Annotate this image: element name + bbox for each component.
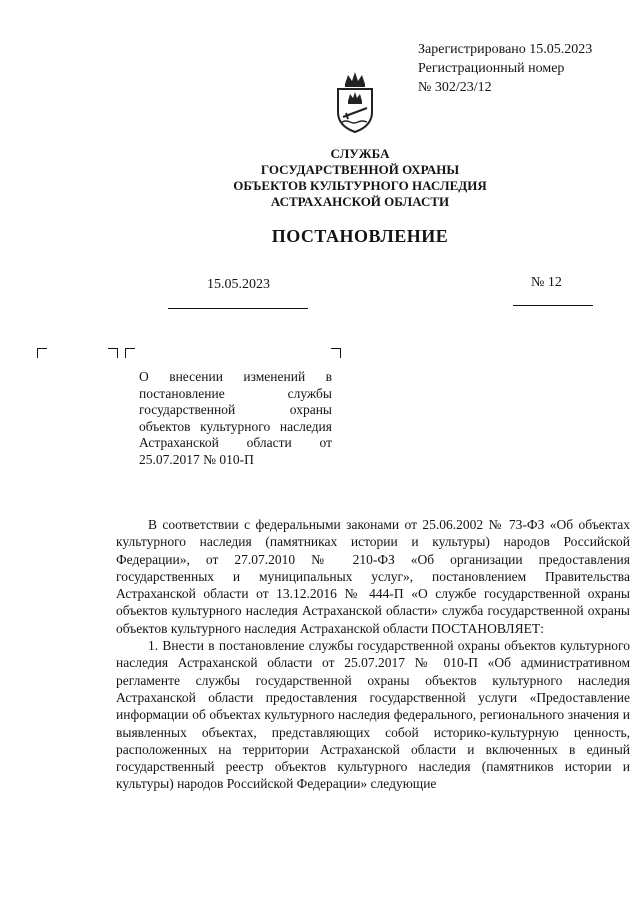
agency-line-1: СЛУЖБА xyxy=(330,146,390,161)
corner-mark-subject-left xyxy=(125,348,135,358)
registration-number: № 302/23/12 xyxy=(418,80,492,95)
date-underline xyxy=(168,308,308,309)
agency-line-2: ГОСУДАРСТВЕННОЙ ОХРАНЫ xyxy=(260,162,460,177)
corner-mark-subject-right xyxy=(331,348,341,358)
registration-date: Зарегистрировано 15.05.2023 xyxy=(418,42,593,57)
body-paragraph-1: В соответствии с федеральными законами от 25.06.2002 № 73-ФЗ «Об объектах культурного наследия (памятниках истории и культуры) народов Российской Федерации», от 27.07.2010 № 210-ФЗ «Об организации предоставления государственных и муниципальных услуг», постановлением Правительства Астраханской области от 13.12.2016 № 444-П «О службе государственной охраны объектов культурного наследия Астраханской области» служба государственной охраны объектов культурного наследия Астраханской области ПОСТАНОВЛЯЕТ: xyxy=(116,517,630,636)
document-body xyxy=(116,516,630,793)
agency-line-4: АСТРАХАНСКОЙ ОБЛАСТИ xyxy=(270,194,450,209)
corner-mark-top-left xyxy=(37,348,47,358)
astrakhan-coat-of-arms-icon xyxy=(333,70,377,134)
number-underline xyxy=(513,305,593,306)
registration-number-label: Регистрационный номер xyxy=(418,61,565,76)
document-date: 15.05.2023 xyxy=(207,277,270,292)
document-number: № 12 xyxy=(531,275,562,290)
agency-name xyxy=(180,146,540,210)
document-type: ПОСТАНОВЛЕНИЕ xyxy=(271,226,449,246)
document-subject: О внесении изменений в постановление службы государственной охраны объектов культурного наследия Астраханской области от 25.07.2017 № 010-П xyxy=(139,369,332,467)
agency-line-3: ОБЪЕКТОВ КУЛЬТУРНОГО НАСЛЕДИЯ xyxy=(233,178,487,193)
corner-mark-top-right xyxy=(108,348,118,358)
registration-stamp xyxy=(418,40,592,97)
body-paragraph-2: 1. Внести в постановление службы государственной охраны объектов культурного наследия Астраханской области от 25.07.2017 № 010-П «Об административном регламенте службы государственной охраны объектов культурного наследия Астраханской области предоставления государственной услуги «Предоставление информации об объектах культурного наследия федерального, регионального значения и выявленных объектах, представляющих собой историко-культурную ценность, расположенных на территории Астраханской области и включенных в единый государственный реестр объектов культурного наследия (памятников истории и культуры) народов Российской Федерации» следующие xyxy=(116,638,630,792)
